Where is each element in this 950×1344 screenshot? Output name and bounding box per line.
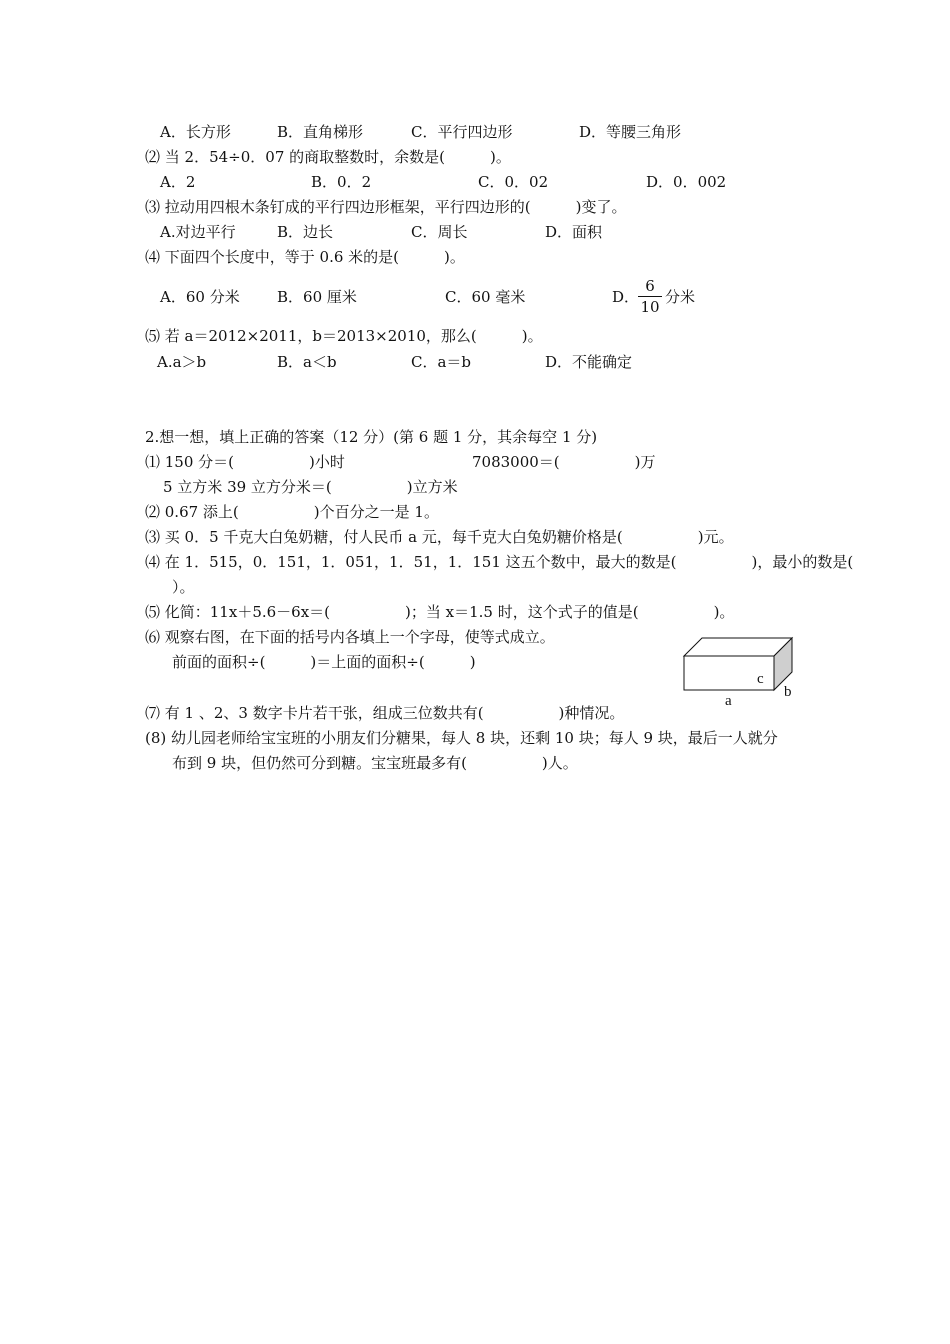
q4-option-d-label: D． bbox=[612, 288, 640, 306]
q3-option-a: A.对边平行 bbox=[160, 223, 236, 241]
s2-q8-line2: 布到 9 块，但仍然可分到糖。宝宝班最多有( )人。 bbox=[172, 754, 578, 772]
label-b: b bbox=[784, 684, 792, 700]
section2-title: 2.想一想，填上正确的答案（12 分）(第 6 题 1 分，其余每空 1 分) bbox=[145, 428, 598, 446]
q1-option-a: A．长方形 bbox=[160, 123, 231, 141]
q4-stem: ⑷ 下面四个长度中，等于 0.6 米的是( )。 bbox=[145, 248, 465, 266]
q4-option-a: A．60 分米 bbox=[160, 288, 240, 306]
q2-option-d: D．0．002 bbox=[646, 173, 727, 191]
q3-option-d: D．面积 bbox=[545, 223, 603, 241]
q1-option-d: D．等腰三角形 bbox=[579, 123, 682, 141]
q5-option-c: C．a＝b bbox=[411, 353, 472, 371]
s2-q6-equation: 前面的面积÷( )＝上面的面积÷( ) bbox=[172, 653, 476, 671]
q5-option-a: A.a＞b bbox=[157, 353, 207, 371]
q3-option-c: C．周长 bbox=[411, 223, 468, 241]
s2-q2: ⑵ 0.67 添上( )个百分之一是 1。 bbox=[145, 503, 439, 521]
s2-q1-part2: 7083000＝( )万 bbox=[472, 453, 656, 471]
s2-q1-part1: ⑴ 150 分＝( )小时 bbox=[145, 453, 345, 471]
s2-q4-line2: ）。 bbox=[172, 578, 195, 596]
s2-q5: ⑸ 化简：11x＋5.6－6x＝( )；当 x＝1.5 时，这个式子的值是( )。 bbox=[145, 603, 735, 621]
fraction-bar bbox=[638, 296, 662, 297]
cuboid-figure bbox=[680, 634, 810, 714]
label-c: c bbox=[757, 671, 764, 687]
s2-q7: ⑺ 有 1 、2、3 数字卡片若干张，组成三位数共有( )种情况。 bbox=[145, 704, 625, 722]
q1-option-b: B．直角梯形 bbox=[277, 123, 364, 141]
q4-option-b: B．60 厘米 bbox=[277, 288, 357, 306]
q5-option-d: D．不能确定 bbox=[545, 353, 633, 371]
s2-q4-line1: ⑷ 在 1．515，0．151，1．051，1．51，1．151 这五个数中，最大的数是( )，最小的数是( bbox=[145, 553, 854, 571]
q5-stem: ⑸ 若 a＝2012×2011，b＝2013×2010，那么( )。 bbox=[145, 327, 543, 345]
q1-option-c: C．平行四边形 bbox=[411, 123, 513, 141]
s2-q3: ⑶ 买 0．5 千克大白兔奶糖，付人民币 a 元，每千克大白兔奶糖价格是( )元。 bbox=[145, 528, 734, 546]
q4-option-d-unit: 分米 bbox=[665, 288, 696, 306]
q2-option-c: C．0．02 bbox=[478, 173, 549, 191]
label-a: a bbox=[725, 693, 732, 709]
q2-stem: ⑵ 当 2．54÷0．07 的商取整数时，余数是( )。 bbox=[145, 148, 511, 166]
cuboid-top-face bbox=[684, 638, 792, 656]
s2-q1-part3: 5 立方米 39 立方分米＝( )立方米 bbox=[163, 478, 458, 496]
fraction-denominator: 10 bbox=[640, 298, 660, 316]
q3-stem: ⑶ 拉动用四根木条钉成的平行四边形框架，平行四边形的( )变了。 bbox=[145, 198, 627, 216]
q5-option-b: B．a＜b bbox=[277, 353, 337, 371]
q4-option-c: C．60 毫米 bbox=[445, 288, 526, 306]
q2-option-b: B．0．2 bbox=[311, 173, 372, 191]
q3-option-b: B．边长 bbox=[277, 223, 334, 241]
q2-option-a: A．2 bbox=[160, 173, 196, 191]
s2-q8-line1: (8) 幼儿园老师给宝宝班的小朋友们分糖果，每人 8 块，还剩 10 块；每人 9 块，最后一人就分 bbox=[145, 729, 778, 747]
q4-option-d-fraction bbox=[638, 277, 662, 316]
s2-q6: ⑹ 观察右图，在下面的括号内各填上一个字母，使等式成立。 bbox=[145, 628, 555, 646]
fraction-numerator: 6 bbox=[645, 277, 655, 295]
